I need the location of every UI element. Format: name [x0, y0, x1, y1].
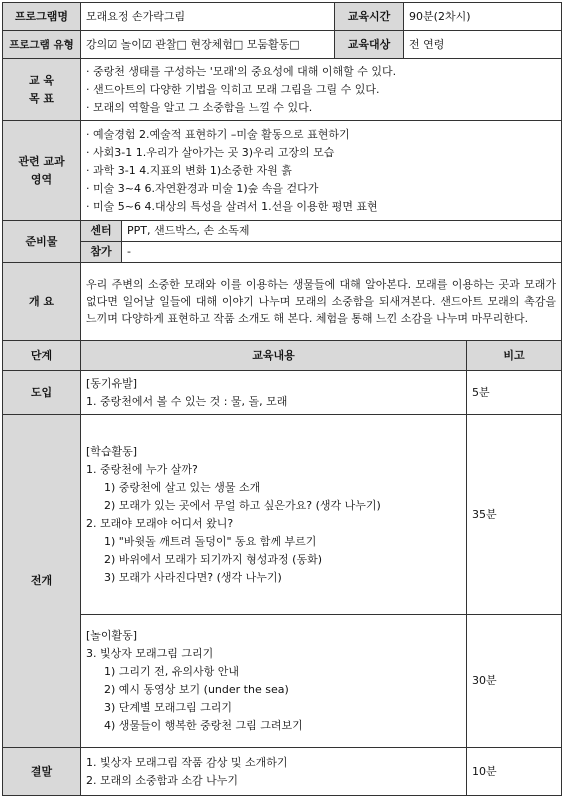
goal-item: · 샌드아트의 다양한 기법을 익히고 모래 그림을 그릴 수 있다.	[86, 82, 380, 96]
stage-intro: 도입	[3, 371, 81, 415]
intro-content	[81, 371, 467, 415]
program-type: 강의☑ 놀이☑ 관찰□ 현장체험□ 모둠활동□	[81, 31, 335, 59]
closing-line: 2. 모래의 소중함과 소감 나누기	[86, 773, 238, 787]
goals-label-line2: 목 표	[28, 91, 55, 105]
goals-label-line1: 교 육	[28, 73, 55, 87]
column-header-stage: 단계	[3, 341, 81, 371]
stage-closing: 결말	[3, 748, 81, 796]
closing-line: 1. 빛상자 모래그림 작품 감상 및 소개하기	[86, 755, 288, 769]
activity-heading: [학습활동]	[86, 444, 138, 458]
intro-line: 1. 중랑천에서 볼 수 있는 것 : 물, 돌, 모래	[86, 394, 288, 408]
lesson-plan-table	[2, 2, 562, 796]
edu-time-label: 교육시간	[335, 3, 404, 31]
column-header-content: 교육내용	[81, 341, 467, 371]
program-name-label: 프로그램명	[3, 3, 81, 31]
intro-time: 5분	[467, 371, 562, 415]
target-label: 교육대상	[335, 31, 404, 59]
play-subitem: 4) 생물들이 행복한 중랑천 그림 그려보기	[104, 719, 303, 732]
goal-item: · 중랑천 생태를 구성하는 '모래'의 중요성에 대해 이해할 수 있다.	[86, 64, 397, 78]
curriculum-label	[3, 121, 81, 221]
development-part2	[81, 615, 467, 748]
curriculum-item: · 사회3-1 1.우리가 살아가는 곳 3)우리 고장의 모습	[86, 145, 335, 159]
edu-time: 90분(2차시)	[404, 3, 562, 31]
closing-time: 10분	[467, 748, 562, 796]
intro-heading: [동기유발]	[86, 376, 138, 390]
activity-subitem: 2) 바위에서 모래가 되기까지 형성과정 (동화)	[104, 552, 322, 566]
development-part1-time: 35분	[467, 415, 562, 615]
materials-center-value: PPT, 샌드박스, 손 소독제	[122, 221, 562, 242]
materials-guest-value: -	[122, 242, 562, 263]
development-part2-time: 30분	[467, 615, 562, 748]
overview-label: 개 요	[3, 263, 81, 341]
curriculum-item: · 예술경험 2.예술적 표현하기 –미술 활동으로 표현하기	[86, 127, 350, 141]
activity-question: 1. 중랑천에 누가 살까?	[86, 462, 198, 476]
activity-subitem: 2) 모래가 있는 곳에서 무얼 하고 싶은가요? (생각 나누기)	[104, 498, 381, 512]
activity-subitem: 3) 모래가 사라진다면? (생각 나누기)	[104, 570, 282, 584]
materials-center-label: 센터	[81, 221, 122, 242]
goal-item: · 모래의 역할을 알고 그 소중함을 느낄 수 있다.	[86, 100, 313, 114]
closing-content	[81, 748, 467, 796]
curriculum-content	[81, 121, 562, 221]
program-name: 모래요정 손가락그림	[81, 3, 335, 31]
activity-question: 2. 모래야 모래야 어디서 왔니?	[86, 516, 234, 530]
goals-label	[3, 59, 81, 121]
goals-content	[81, 59, 562, 121]
development-part1	[81, 415, 467, 615]
activity-subitem: 1) "바윗돌 깨트려 돌덩이" 동요 함께 부르기	[104, 534, 317, 548]
play-heading: [놀이활동]	[86, 629, 138, 642]
stage-development: 전개	[3, 415, 81, 748]
activity-subitem: 1) 중랑천에 살고 있는 생물 소개	[104, 480, 261, 494]
overview-text: 우리 주변의 소중한 모래와 이를 이용하는 생물들에 대해 알아본다. 모래를 이용하는 곳과 모래가 없다면 일어날 일들에 대해 이야기 나누며 모래의 소중함을 되새겨본다. 샌드아트 모래의 촉감을 느끼며 다양하게 표현하고 작품 소개도 해 본다. 체험을 통해 느낀 소감을 나누며 마무리한다.	[81, 263, 562, 341]
curriculum-label-line1: 관련 교과	[18, 154, 65, 168]
curriculum-label-line2: 영역	[30, 172, 53, 186]
play-subitem: 2) 예시 동영상 보기 (under the sea)	[104, 683, 289, 696]
target: 전 연령	[404, 31, 562, 59]
curriculum-item: · 미술 5~6 4.대상의 특성을 살려서 1.선을 이용한 평면 표현	[86, 199, 378, 213]
materials-guest-label: 참가	[81, 242, 122, 263]
column-header-note: 비고	[467, 341, 562, 371]
materials-label: 준비물	[3, 221, 81, 263]
curriculum-item: · 미술 3~4 6.자연환경과 미술 1)숲 속을 걷다가	[86, 181, 319, 195]
curriculum-item: · 과학 3-1 4.지표의 변화 1)소중한 자원 흙	[86, 163, 292, 177]
play-subitem: 1) 그리기 전, 유의사항 안내	[104, 665, 240, 678]
program-type-label: 프로그램 유형	[3, 31, 81, 59]
play-question: 3. 빛상자 모래그림 그리기	[86, 647, 214, 660]
play-subitem: 3) 단계별 모래그림 그리기	[104, 701, 233, 714]
